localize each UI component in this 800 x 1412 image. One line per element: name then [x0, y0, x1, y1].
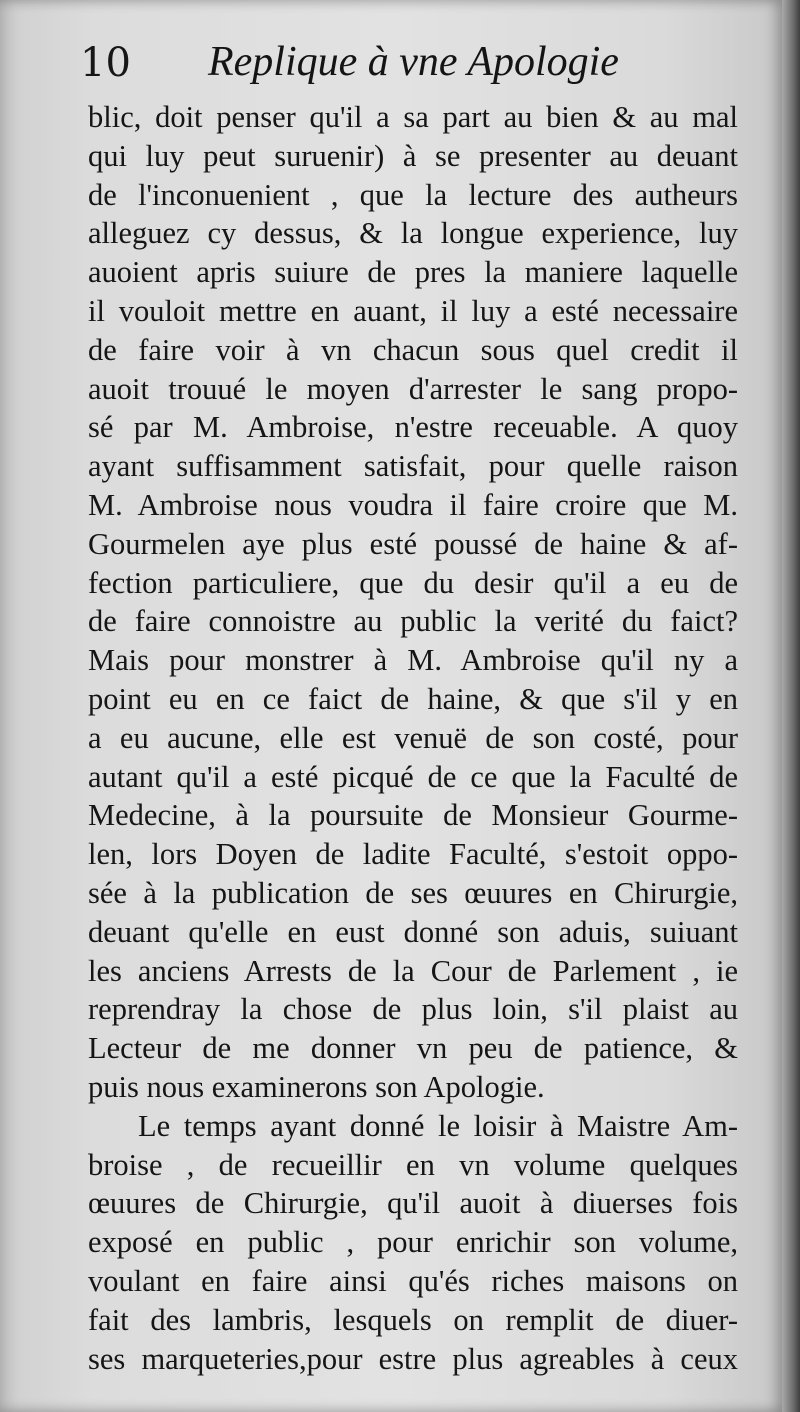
text-line: auoient apris suiure de pres la maniere laquelle	[88, 255, 738, 290]
text-line: point eu en ce faict de haine, & que s'il y en	[88, 681, 738, 716]
text-line: deuant qu'elle en eust donné son aduis, suiuant	[88, 914, 738, 949]
binding-edge	[782, 0, 800, 1412]
text-line: sé par M. Ambroise, n'estre receuable. A quoy	[88, 410, 738, 445]
text-line: fection particuliere, que du desir qu'il a eu de	[88, 565, 738, 600]
text-line: ses marqueteries,pour estre plus agreables à ceux	[88, 1341, 738, 1376]
text-line: fait des lambris, lesquels on remplit de diuer-	[88, 1302, 738, 1337]
page-number: 10	[80, 40, 131, 86]
text-line: auoit trouué le moyen d'arrester le sang propo-	[88, 371, 738, 406]
running-title: Replique à vne Apologie	[208, 39, 619, 85]
text-line: voulant en faire ainsi qu'és riches maisons on	[88, 1263, 738, 1298]
text-line: puis nous examinerons son Apologie.	[88, 1069, 545, 1104]
text-line: reprendray la chose de plus loin, s'il plaist au	[88, 992, 738, 1027]
page-header	[80, 38, 700, 96]
text-line: Medecine, à la poursuite de Monsieur Gourme-	[88, 798, 738, 833]
text-line: Lecteur de me donner vn peu de patience, &	[88, 1031, 738, 1066]
text-line: Le temps ayant donné le loisir à Maistre Am-	[138, 1108, 738, 1143]
body-text	[88, 98, 738, 1378]
text-line: exposé en public , pour enrichir son volume,	[88, 1225, 738, 1260]
text-line: M. Ambroise nous voudra il faire croire que M.	[88, 487, 738, 522]
text-line: broise , de recueillir en vn volume quelques	[88, 1147, 738, 1182]
text-line: ayant suffisamment satisfait, pour quelle raison	[88, 449, 738, 484]
text-line: len, lors Doyen de ladite Faculté, s'estoit oppo-	[88, 837, 738, 872]
text-line: Gourmelen aye plus esté poussé de haine & af-	[88, 526, 738, 561]
text-line: a eu aucune, elle est venuë de son costé, pour	[88, 720, 738, 755]
text-line: sée à la publication de ses œuures en Chirurgie,	[88, 875, 738, 910]
text-line: de faire connoistre au public la verité du faict?	[88, 604, 738, 639]
text-line: il vouloit mettre en auant, il luy a esté necessaire	[88, 293, 738, 328]
text-line: alleguez cy dessus, & la longue experience, luy	[88, 216, 738, 251]
text-line: blic, doit penser qu'il a sa part au bien & au mal	[88, 100, 738, 134]
text-line: les anciens Arrests de la Cour de Parlement , ie	[88, 953, 738, 988]
text-line: qui luy peut suruenir) à se presenter au deuant	[88, 138, 738, 173]
text-line: de faire voir à vn chacun sous quel credit il	[88, 332, 738, 367]
text-line: œuures de Chirurgie, qu'il auoit à diuerses fois	[88, 1186, 738, 1221]
text-line: Mais pour monstrer à M. Ambroise qu'il ny a	[88, 643, 738, 678]
text-line: autant qu'il a esté picqué de ce que la Faculté de	[88, 759, 738, 794]
text-line: de l'inconuenient , que la lecture des autheurs	[88, 177, 738, 212]
